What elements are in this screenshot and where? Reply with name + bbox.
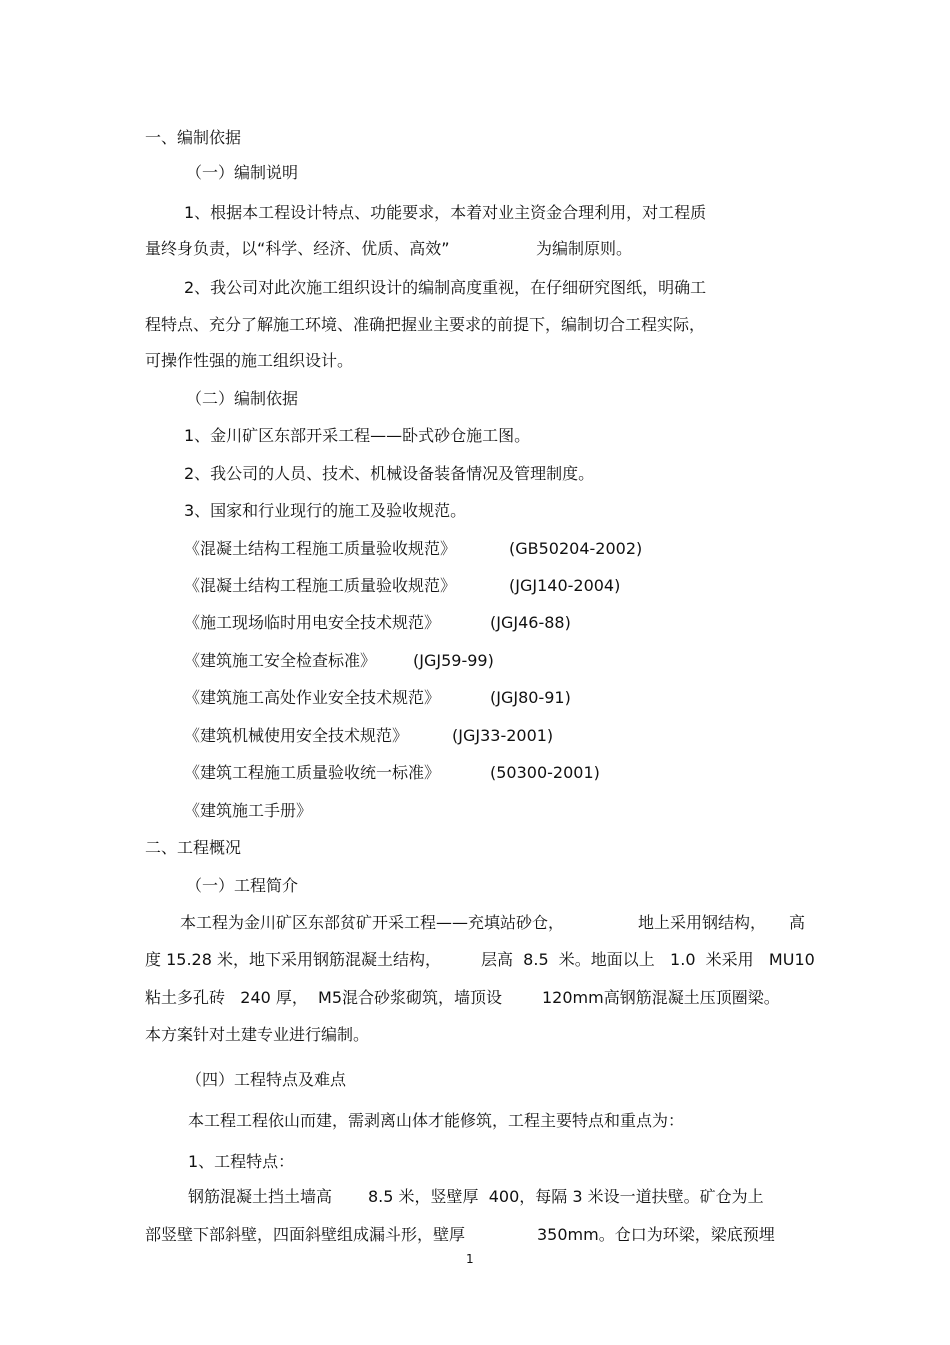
features-line-2-tail: 350mm。仓口为环梁，梁底预埋 — [537, 1225, 775, 1244]
overview-line-2: 度 15.28 米，地下采用钢筋混凝土结构， — [145, 950, 441, 969]
standard-title: 《建筑施工安全检查标准》 — [184, 651, 377, 670]
paragraph-1-line-1: 1、根据本工程设计特点、功能要求，本着对业主资金合理利用，对工程质 — [184, 203, 707, 222]
standard-code: (JGJ140-2004) — [509, 576, 621, 595]
standard-code: (50300-2001) — [490, 763, 600, 782]
page-number: 1 — [466, 1252, 474, 1266]
overview-line-3-tail: 120mm高钢筋混凝土压顶圈梁。 — [542, 988, 780, 1007]
overview-line-1: 本工程为金川矿区东部贫矿开采工程——充填站砂仓， — [180, 913, 565, 932]
features-line-1: 钢筋混凝土挡土墙高 — [188, 1187, 333, 1206]
standard-title: 《施工现场临时用电安全技术规范》 — [184, 613, 441, 632]
standard-title: 《建筑机械使用安全技术规范》 — [184, 726, 409, 745]
paragraph-1-line-2: 量终身负责，以“科学、经济、优质、高效” — [145, 239, 450, 258]
basis-item-2: 2、我公司的人员、技术、机械设备装备情况及管理制度。 — [184, 464, 595, 483]
section-heading-1: 一、编制依据 — [145, 128, 242, 147]
standard-title: 《建筑施工高处作业安全技术规范》 — [184, 688, 441, 707]
overview-line-1-end: 高 — [789, 913, 806, 932]
paragraph-1-line-2-tail: 为编制原则。 — [536, 239, 633, 258]
standard-title: 《混凝土结构工程施工质量验收规范》 — [184, 539, 457, 558]
overview-line-1-mid: 地上采用钢结构， — [638, 913, 767, 932]
standard-title: 《混凝土结构工程施工质量验收规范》 — [184, 576, 457, 595]
basis-item-1: 1、金川矿区东部开采工程——卧式砂仓施工图。 — [184, 426, 531, 445]
overview-line-2-tail: 层高 8.5 米。地面以上 1.0 米采用 MU10 — [481, 950, 815, 969]
overview-line-4: 本方案针对土建专业进行编制。 — [145, 1025, 370, 1044]
standard-code: (JGJ80-91) — [490, 688, 571, 707]
subsection-heading-1-1: （一）编制说明 — [186, 163, 299, 182]
standard-code: (JGJ59-99) — [413, 651, 494, 670]
subsection-heading-2-1: （一）工程简介 — [186, 876, 299, 895]
features-intro: 本工程工程依山而建，需剥离山体才能修筑，工程主要特点和重点为： — [188, 1111, 685, 1130]
overview-line-3: 粘土多孔砖 240 厚， M5混合砂浆砌筑，墙顶设 — [145, 988, 503, 1007]
standard-title: 《建筑工程施工质量验收统一标准》 — [184, 763, 441, 782]
subsection-heading-1-2: （二）编制依据 — [186, 389, 299, 408]
paragraph-2-line-3: 可操作性强的施工组织设计。 — [145, 351, 354, 370]
standard-code: (GB50204-2002) — [509, 539, 643, 558]
standard-title: 《建筑施工手册》 — [184, 801, 313, 820]
basis-item-3: 3、国家和行业现行的施工及验收规范。 — [184, 501, 467, 520]
paragraph-2-line-1: 2、我公司对此次施工组织设计的编制高度重视，在仔细研究图纸，明确工 — [184, 278, 707, 297]
features-line-2: 部竖壁下部斜壁，四面斜壁组成漏斗形，壁厚 — [145, 1225, 466, 1244]
paragraph-2-line-2: 程特点、充分了解施工环境、准确把握业主要求的前提下，编制切合工程实际， — [145, 315, 706, 334]
features-point-heading: 1、工程特点： — [188, 1152, 295, 1171]
features-line-1-tail: 8.5 米，竖壁厚 400，每隔 3 米设一道扶壁。矿仓为上 — [368, 1187, 764, 1206]
standard-code: (JGJ46-88) — [490, 613, 571, 632]
section-heading-2: 二、工程概况 — [145, 838, 242, 857]
standard-code: (JGJ33-2001) — [452, 726, 554, 745]
subsection-heading-2-4: （四）工程特点及难点 — [186, 1070, 347, 1089]
